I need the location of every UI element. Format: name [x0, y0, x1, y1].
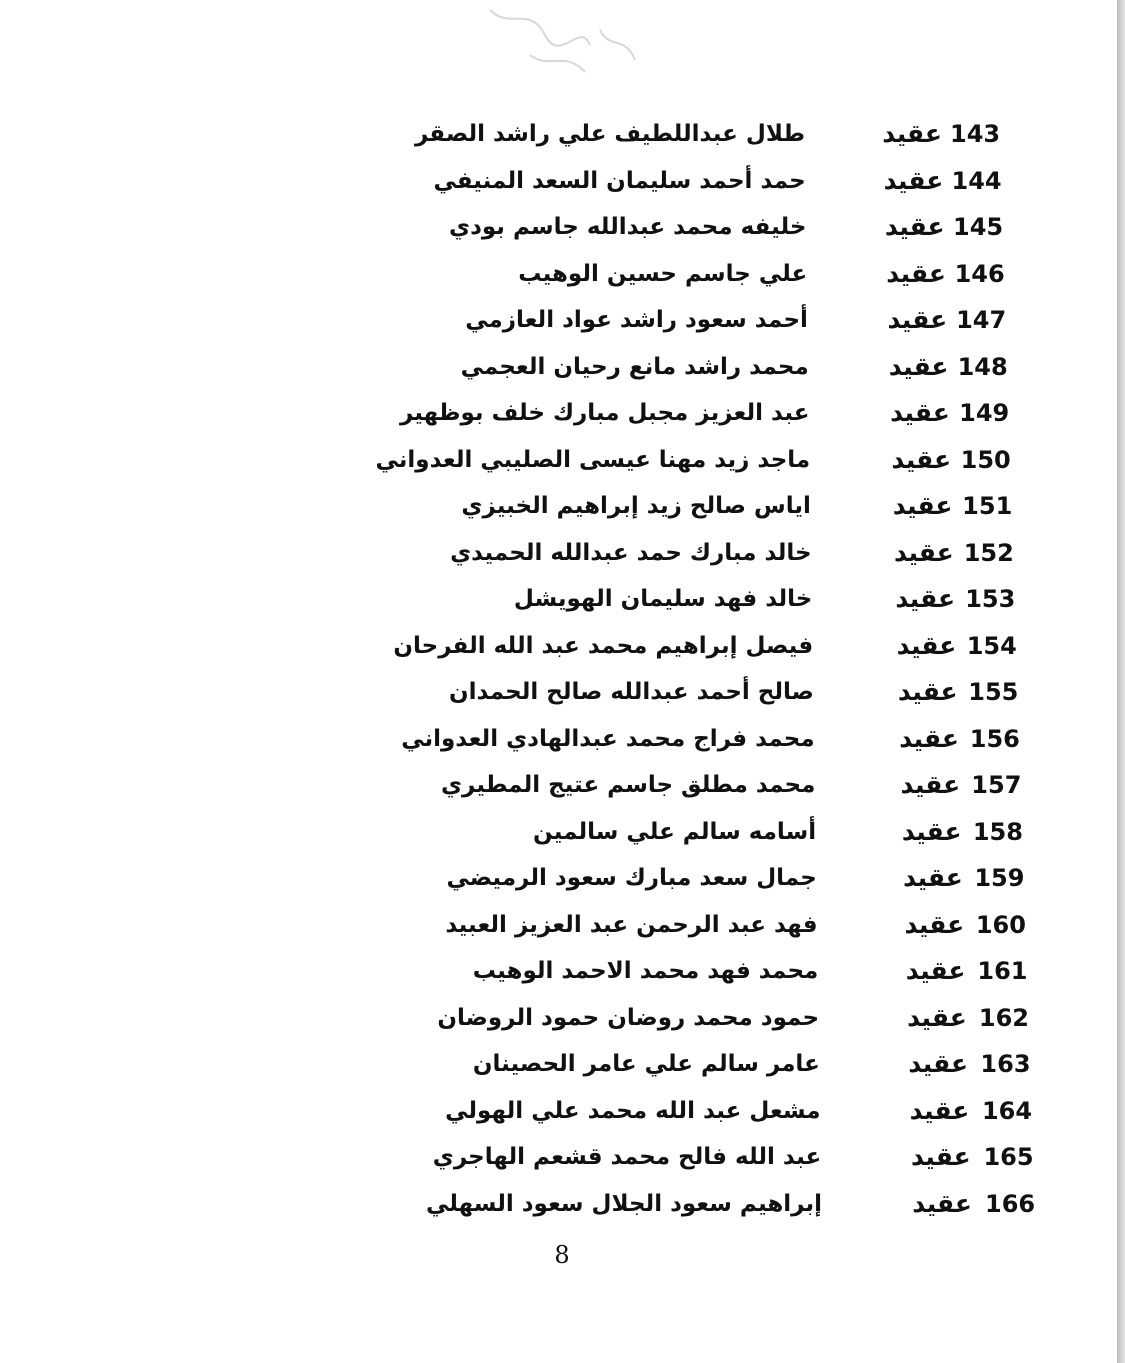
list-item — [0, 949, 1117, 993]
entry-number: 145 — [953, 213, 1004, 242]
entry-name: عامر سالم علي عامر الحصينان — [472, 1051, 820, 1078]
list-item — [0, 391, 1117, 435]
entry-name: محمد فراج محمد عبدالهادي العدواني — [401, 725, 815, 752]
entry-number: 161 — [977, 957, 1028, 986]
list-item — [0, 996, 1117, 1040]
entry-name: حمود محمد روضان حمود الروضان — [437, 1004, 820, 1031]
entry-name: مشعل عبد الله محمد علي الهولي — [445, 1097, 821, 1124]
entry-number: 166 — [985, 1190, 1036, 1218]
entry-name: فهد عبد الرحمن عبد العزيز العبيد — [445, 911, 818, 938]
entry-name: علي جاسم حسين الوهيب — [518, 260, 808, 287]
list-item — [0, 763, 1117, 807]
entry-number: 152 — [963, 538, 1014, 567]
entry-name: صالح أحمد عبدالله صالح الحمدان — [448, 679, 814, 706]
entry-rank: عقيد — [891, 444, 952, 474]
list-item — [0, 298, 1117, 342]
entry-rank: عقيد — [908, 1049, 969, 1079]
entry-number: 144 — [951, 166, 1002, 195]
entry-rank: عقيد — [904, 909, 965, 939]
entry-name: محمد مطلق جاسم عتيج المطيري — [440, 772, 816, 799]
entry-rank: عقيد — [903, 863, 963, 893]
list-item — [0, 1089, 1117, 1133]
entry-rank: عقيد — [909, 1095, 970, 1125]
list-item — [0, 252, 1117, 296]
entry-rank: عقيد — [884, 212, 945, 242]
entry-rank: عقيد — [896, 630, 957, 660]
list-item — [0, 531, 1117, 575]
entry-number: 151 — [962, 492, 1013, 521]
list-item — [0, 856, 1117, 900]
entry-number: 162 — [978, 1003, 1030, 1032]
entry-rank: عقيد — [901, 816, 962, 846]
entry-rank: عقيد — [886, 258, 946, 288]
list-item — [0, 577, 1117, 621]
list-item — [0, 159, 1117, 203]
list-item — [0, 345, 1117, 389]
entry-name: حمد أحمد سليمان السعد المنيفي — [433, 167, 806, 194]
entry-number: 149 — [959, 399, 1010, 428]
entry-rank: عقيد — [899, 723, 959, 753]
page-edge-shadow — [1117, 0, 1125, 1363]
entry-number: 146 — [954, 259, 1005, 288]
entry-number: 158 — [972, 817, 1023, 846]
entry-name: طلال عبداللطيف علي راشد الصقر — [414, 121, 805, 147]
entry-rank: عقيد — [912, 1189, 972, 1218]
entry-number: 150 — [960, 445, 1011, 474]
entry-name: محمد فهد محمد الاحمد الوهيب — [472, 958, 819, 985]
entry-rank: عقيد — [890, 398, 950, 428]
entry-name: فيصل إبراهيم محمد عبد الله الفرحان — [393, 632, 814, 659]
entry-number: 157 — [971, 771, 1022, 800]
list-item — [0, 717, 1117, 761]
page-number: 8 — [554, 1241, 570, 1269]
entry-rank: عقيد — [895, 584, 956, 614]
list-item — [0, 624, 1117, 668]
entry-name: خالد مبارك حمد عبدالله الحميدي — [450, 539, 812, 566]
list-item — [0, 1182, 1117, 1226]
entry-number: 155 — [968, 678, 1019, 707]
entry-name: خالد فهد سليمان الهويشل — [513, 586, 813, 613]
entry-name: ماجد زيد مهنا عيسى الصليبي العدواني — [375, 446, 811, 473]
entry-rank: عقيد — [887, 305, 948, 335]
list-item — [0, 1135, 1117, 1179]
entry-number: 148 — [957, 352, 1008, 381]
entry-number: 153 — [965, 585, 1016, 614]
entry-number: 165 — [983, 1143, 1034, 1172]
entry-number: 143 — [950, 120, 1001, 148]
entry-rank: عقيد — [905, 956, 966, 986]
entry-rank: عقيد — [882, 119, 942, 148]
list-item — [0, 670, 1117, 714]
entry-name: عبد العزيز مجبل مبارك خلف بوظهير — [399, 400, 810, 427]
entry-name: أحمد سعود راشد عواد العازمي — [465, 307, 808, 334]
entry-number: 156 — [969, 724, 1020, 753]
entry-number: 159 — [974, 864, 1025, 893]
entry-rank: عقيد — [892, 491, 953, 521]
list-item — [0, 810, 1117, 854]
entry-number: 154 — [966, 631, 1017, 660]
entry-number: 164 — [981, 1096, 1033, 1125]
entry-rank: عقيد — [900, 770, 961, 800]
entry-name: اياس صالح زيد إبراهيم الخبيزي — [461, 493, 811, 520]
entry-name: خليفه محمد عبدالله جاسم بودي — [449, 214, 807, 241]
entry-rank: عقيد — [894, 537, 954, 567]
entry-rank: عقيد — [883, 165, 944, 195]
entry-rank: عقيد — [888, 351, 949, 381]
entry-number: 147 — [956, 306, 1007, 335]
entry-name: أسامه سالم علي سالمين — [533, 818, 817, 845]
list-item — [0, 484, 1117, 528]
entry-name: محمد راشد مانع رحيان العجمي — [460, 353, 809, 380]
list-item — [0, 112, 1117, 156]
entry-rank: عقيد — [897, 677, 958, 707]
entry-number: 163 — [980, 1050, 1031, 1079]
entry-number: 160 — [975, 910, 1026, 939]
list-item — [0, 903, 1117, 947]
list-item — [0, 438, 1117, 482]
entry-name: عبد الله فالح محمد قشعم الهاجري — [432, 1144, 822, 1171]
list-item — [0, 205, 1117, 249]
entry-name: جمال سعد مبارك سعود الرميضي — [446, 865, 817, 892]
list-item — [0, 1042, 1117, 1086]
entry-rank: عقيد — [910, 1142, 971, 1172]
entry-name: إبراهيم سعود الجلال سعود السهلي — [425, 1191, 822, 1217]
entry-rank: عقيد — [907, 1002, 967, 1032]
